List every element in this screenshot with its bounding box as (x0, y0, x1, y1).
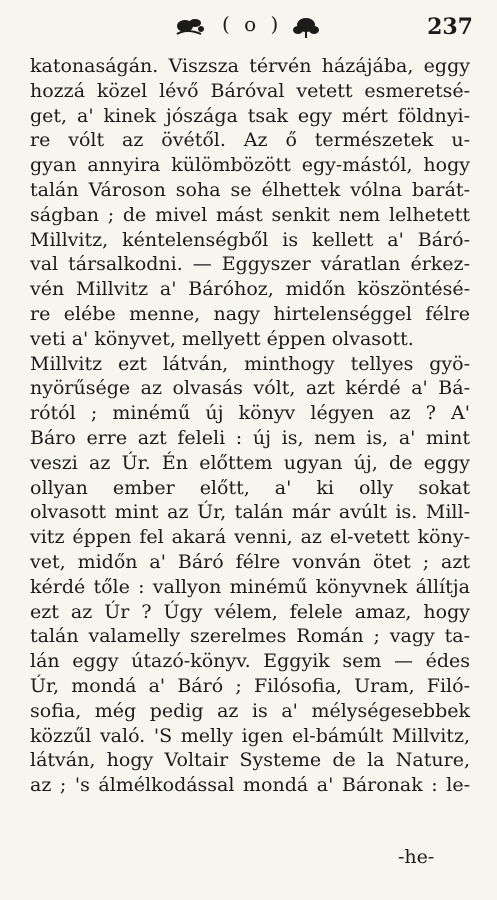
header-ornament-center: ( o ) (222, 12, 283, 36)
text-line: Báro erre azt feleli : új is, nem is, a' mint (30, 426, 470, 449)
text-line: kérdé tőle : vallyon minémű könyvnek állítja (30, 575, 470, 598)
text-line: get, a' kinek jószága tsak egy mért földnyi- (30, 104, 470, 127)
text-line: rótól ; minémű új könyv légyen az ? A' (30, 402, 470, 425)
text-line: Millvitz ezt látván, minthogy tellyes gyö- (30, 352, 470, 375)
text-line: veti a' könyvet, mellyett éppen olvasott. (30, 327, 414, 350)
text-line: re elébe menne, nagy hirtelenséggel félre (30, 302, 470, 325)
text-line: az ; 's álmélkodással mondá a' Báronak : le- (30, 774, 470, 797)
text-line: veszi az Úr. Én előttem ugyan új, de eggy (30, 451, 470, 474)
text-line: vén Millvitz a' Báróhoz, midőn köszöntésé- (30, 278, 470, 301)
text-line: lán eggy útazó-könyv. Eggyik sem — édes (30, 650, 470, 673)
flower-ornament-left-icon (173, 14, 207, 38)
text-line: talán valamelly szerelmes Román ; vagy ta- (30, 625, 470, 648)
text-line: re vólt az övétől. Az ő természetek u- (30, 129, 470, 152)
text-line: Úr, mondá a' Báró ; Filósofia, Uram, Filó- (30, 674, 470, 697)
text-line: nyörűsége az olvasás vólt, azt kérdé a' Bá- (30, 377, 470, 400)
text-line: vitz éppen fel akará venni, az el-vetett köny- (30, 526, 470, 549)
text-line: ságban ; de mivel mást senkit nem lelhetett (30, 203, 470, 226)
text-line: sofia, még pedig az is a' mélységesebbek (30, 699, 470, 722)
text-line: látván, hogy Voltair Systeme de la Nature, (30, 749, 470, 772)
catchword: -he- (398, 846, 435, 868)
text-line: talán Városon soha se élhettek vólna barát- (30, 178, 470, 201)
text-line: katonaságán. Viszsza térvén házájába, eggy (30, 55, 470, 77)
page-header (0, 8, 497, 44)
text-line: olvasott mint az Úr, talán már avúlt is. Mill- (30, 501, 470, 524)
body-text (30, 54, 470, 798)
text-line: ollyan ember előtt, a' ki olly sokat (30, 476, 470, 499)
text-line: gyan annyira külömbözött egy-mástól, hogy (30, 154, 470, 177)
text-line: vet, midőn a' Báró félre vonván ötet ; azt (30, 550, 470, 573)
page-number: 237 (427, 14, 473, 40)
flower-ornament-right-icon (290, 14, 322, 38)
text-line: közzűl való. 'S melly igen el-bámúlt Millvitz, (30, 724, 470, 747)
text-line: val társalkodni. — Eggyszer váratlan érkez- (30, 253, 470, 276)
text-line: Millvitz, kéntelenségből is kellett a' Báró- (30, 228, 470, 251)
text-line: hozzá közel lévő Báróval vetett esmeretsé- (30, 79, 470, 102)
text-line: ezt az Úr ? Úgy vélem, felele amaz, hogy (30, 600, 470, 623)
